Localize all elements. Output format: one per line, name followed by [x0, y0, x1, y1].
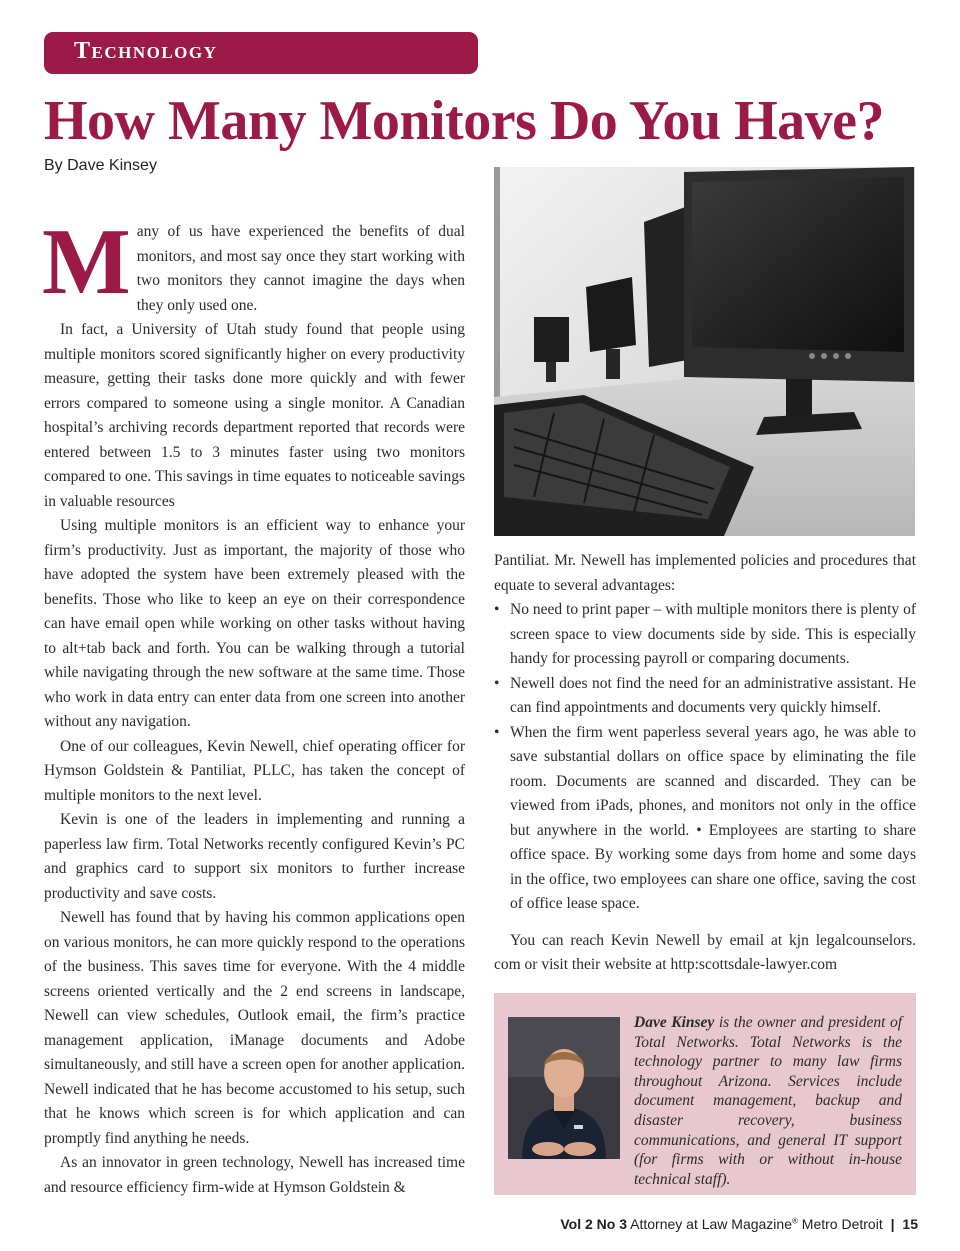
- magazine-name: Attorney at Law Magazine: [630, 1216, 792, 1232]
- paragraph-5: Kevin is one of the leaders in implementing and running a paperless law firm. Total Networks recently configured Kevin’s PC and graphics card to support six monitors to further increase productivity and save costs.: [44, 811, 465, 902]
- footer-separator: |: [890, 1216, 895, 1232]
- author-portrait: [508, 1017, 620, 1159]
- registered-mark: ®: [792, 1216, 798, 1226]
- right-column: [494, 549, 916, 978]
- paragraph-6: Newell has found that by having his common applications open on various monitors, he can more quickly respond to the operations of the business. This saves time for everyone. With the 4 middle screens oriented vertically and the 2 end screens in landscape, Newell can view schedules, Outlook email, the firm’s practice management application, iManage documents and Adobe simultaneously, and still have a screen open for another application. Newell indicated that he has become accustomed to his setup, such that he knows which screen is for which application and can promptly find anything he needs.: [44, 909, 465, 1147]
- paragraph-1: [42, 210, 465, 318]
- issue-label: Vol 2 No 3: [560, 1216, 627, 1232]
- right-intro: Pantiliat. Mr. Newell has implemented policies and procedures that equate to several advantages:: [494, 552, 916, 594]
- author-bio-text: is the owner and president of Total Networks. Total Networks is the technology partner to many law firms throughout Arizona. Services include document management, backup and disaster recovery, business communications, and general IT support (for firms with or without in-house technical staff).: [634, 1014, 903, 1188]
- list-item: [494, 598, 916, 672]
- byline: By Dave Kinsey: [44, 157, 157, 174]
- paragraph-2: In fact, a University of Utah study found that people using multiple monitors scored significantly higher on every productivity measure, getting their tasks done more quickly and with fewer errors compared to someone using a single monitor. A Canadian hospital’s archiving records department reported that records were entered between 1.5 to 3 minutes faster using two monitors compared to one. This savings in time equates to noticeable savings in valuable resources: [44, 321, 465, 510]
- author-photo: [508, 1017, 620, 1159]
- paragraph-7: As an innovator in green technology, Newell has increased time and resource efficiency firm-wide at Hymson Goldstein &: [44, 1154, 465, 1196]
- list-item: [494, 721, 916, 917]
- page-number: 15: [902, 1216, 918, 1232]
- list-item: [494, 672, 916, 721]
- bullet-marker: •: [494, 674, 500, 692]
- advantages-list: [494, 598, 916, 917]
- monitors-photo: [494, 167, 915, 536]
- list-item-text: Newell does not find the need for an administrative assistant. He can find appointments and documents very quickly himself.: [510, 674, 916, 716]
- list-item-text: No need to print paper – with multiple monitors there is plenty of screen space to view documents side by side. This is especially handy for processing payroll or comparing documents.: [510, 601, 916, 667]
- section-label: Technology: [74, 38, 218, 64]
- paragraph-3: Using multiple monitors is an efficient way to enhance your firm’s productivity. Just as important, the majority of those who have adopted the system have been extremely pleased with the benefits. Those who like to keep an eye on their correspondence can have email open while working on other tasks without having to alt+tab back and forth. You can be walking through a tutorial while navigating through the new software at the same time. Those who work in data entry can enter data from one screen into another without any navigation.: [44, 517, 465, 730]
- list-item-text: When the firm went paperless several years ago, he was able to save substantial dollars on office space by eliminating the file room. Documents are scanned and discarded. They can be viewed from iPads, phones, and monitors not only in the office but anywhere in the world. • Employees are starting to share office space. By working some days from home and some days in the office, two employees can share one office, saving the cost of office lease space.: [510, 723, 916, 912]
- author-bio-box: [494, 993, 916, 1195]
- edition-name: Metro Detroit: [801, 1216, 883, 1232]
- paragraph-1-text: any of us have experienced the benefits of dual monitors, and most say once they start working with two monitors they cannot imagine the days when they only used one.: [136, 223, 465, 314]
- left-column: [42, 210, 465, 1200]
- author-bio: [634, 1013, 902, 1189]
- bullet-marker: •: [494, 723, 500, 741]
- author-name: Dave Kinsey: [634, 1014, 715, 1031]
- section-tab: [44, 32, 478, 74]
- bullet-marker: •: [494, 601, 500, 618]
- monitors-illustration: [494, 167, 915, 536]
- page-footer: [560, 1216, 918, 1232]
- contact-paragraph: You can reach Kevin Newell by email at kjn legalcounselors. com or visit their website at http:scottsdale-lawyer.com: [494, 931, 916, 973]
- paragraph-4: One of our colleagues, Kevin Newell, chief operating officer for Hymson Goldstein & Pantiliat, PLLC, has taken the concept of multiple monitors to the next level.: [44, 737, 465, 804]
- drop-cap: M: [42, 210, 131, 314]
- headline: How Many Monitors Do You Have?: [44, 90, 885, 152]
